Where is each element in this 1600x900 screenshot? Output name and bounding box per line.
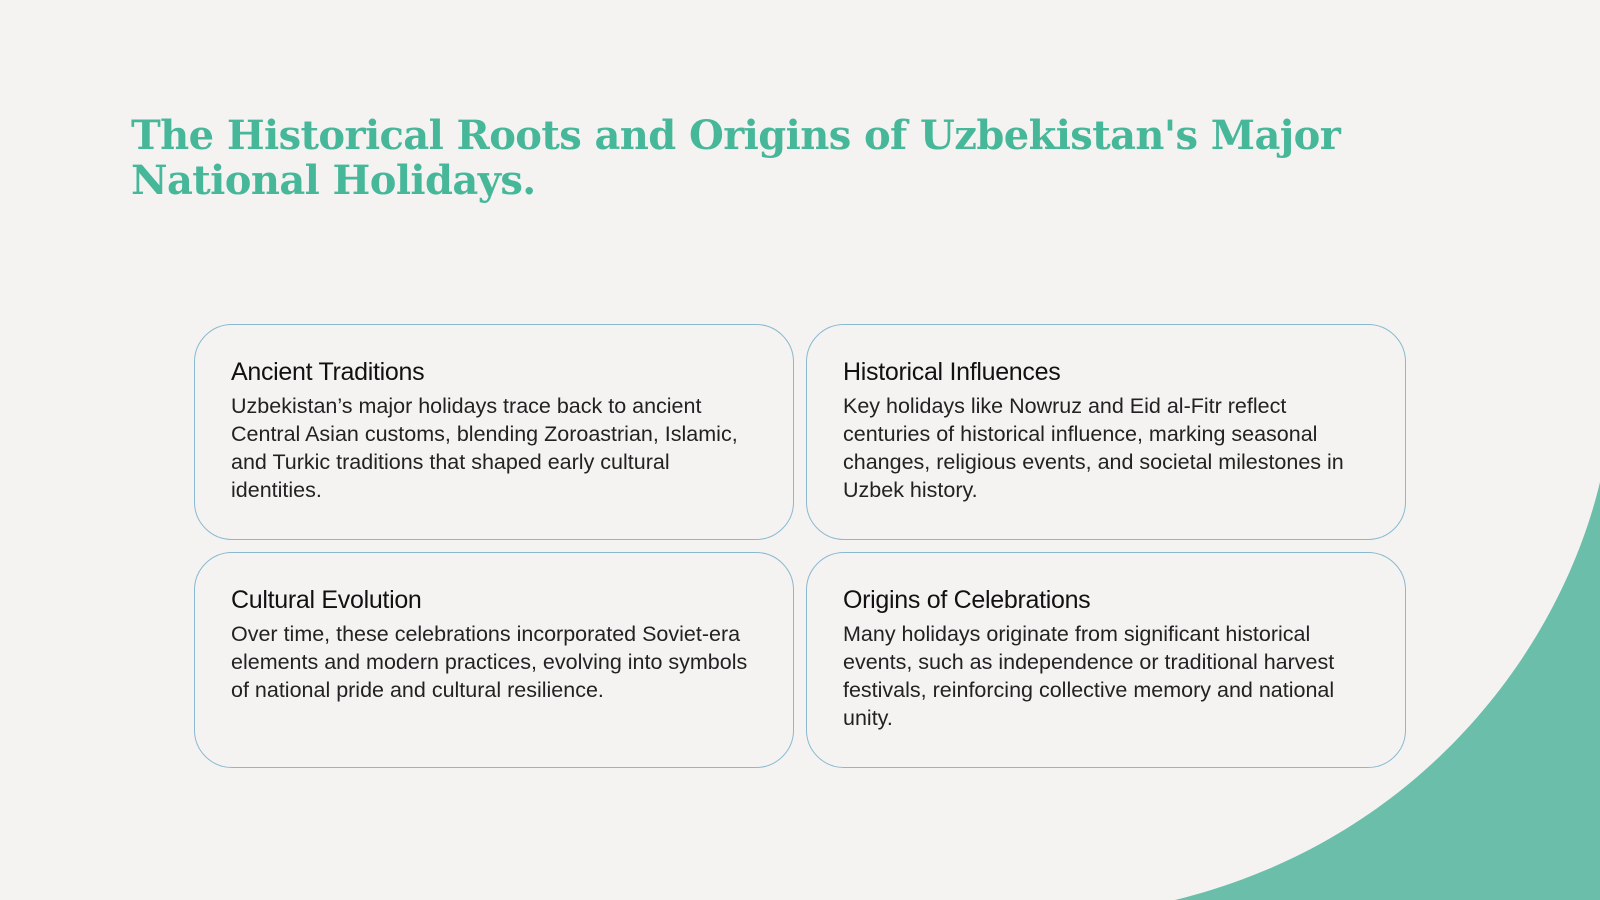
slide-title: The Historical Roots and Origins of Uzbekistan's Major National Holidays.	[131, 112, 1341, 204]
card-heading: Cultural Evolution	[231, 586, 422, 614]
card-text: Uzbekistan’s major holidays trace back to ancient Central Asian customs, blending Zoroastrian, Islamic, and Turkic traditions that shaped early cultural identities.	[231, 394, 738, 502]
card-heading: Historical Influences	[843, 358, 1061, 386]
card-text: Over time, these celebrations incorporated Soviet-era elements and modern practices, evolving into symbols of national pride and cultural resilience.	[231, 622, 748, 702]
card-origins-of-celebrations	[806, 552, 1406, 768]
card-ancient-traditions	[194, 324, 794, 540]
card-heading: Origins of Celebrations	[843, 586, 1091, 614]
card-historical-influences	[806, 324, 1406, 540]
card-cultural-evolution	[194, 552, 794, 768]
card-heading: Ancient Traditions	[231, 358, 425, 386]
card-text: Key holidays like Nowruz and Eid al-Fitr reflect centuries of historical influence, marking seasonal changes, religious events, and societal milestones in Uzbek history.	[843, 394, 1344, 502]
card-text: Many holidays originate from significant historical events, such as independence or traditional harvest festivals, reinforcing collective memory and national unity.	[843, 622, 1335, 730]
